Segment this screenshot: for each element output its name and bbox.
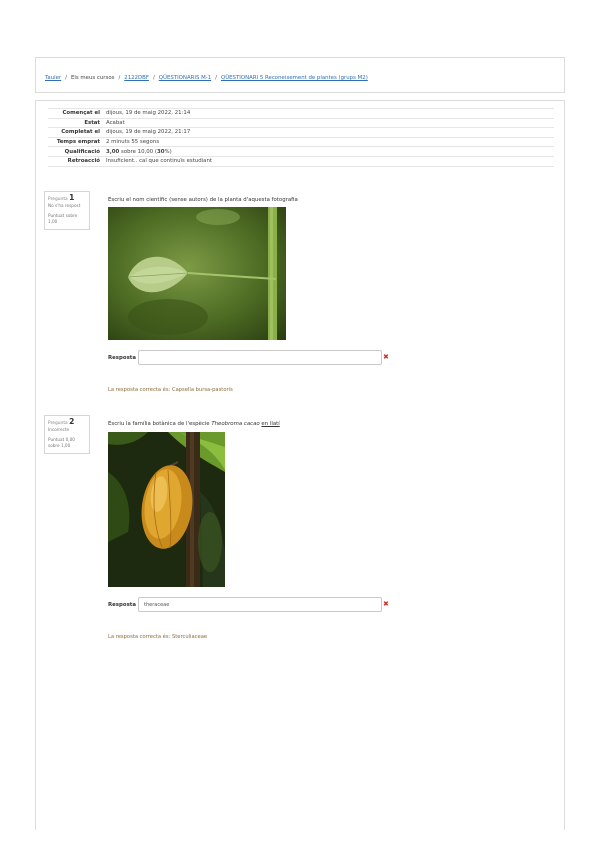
question-2-answer-row xyxy=(108,597,393,613)
breadcrumb-quiz-link[interactable]: QÜESTIONARI 5 Reconeixement de plantes (grups M2) xyxy=(220,75,368,81)
summary-value: 2 minuts 55 segons xyxy=(106,139,160,146)
summary-value xyxy=(106,147,554,157)
summary-row-feedback xyxy=(48,156,554,166)
question-prefix: Pregunta xyxy=(48,197,68,202)
breadcrumb-separator: / xyxy=(65,75,67,81)
question-state: No s'ha respost xyxy=(48,203,81,208)
summary-label: Començat el xyxy=(62,110,100,117)
question-2-info-box xyxy=(44,415,90,454)
incorrect-cross-icon: ✖ xyxy=(383,353,389,361)
cacao-photo-image xyxy=(108,432,225,587)
summary-value: dijous, 19 de maig 2022, 21:17 xyxy=(106,129,191,136)
question-1-right-answer: La resposta correcta és: Capsella bursa-pastoris xyxy=(108,387,233,393)
latin-emphasis: en llatí xyxy=(261,421,280,427)
grade-percent: 30 xyxy=(156,148,165,155)
summary-label: Completat el xyxy=(61,129,100,136)
breadcrumb-home-link[interactable]: Tauler xyxy=(45,75,62,81)
question-1-plant-photo xyxy=(108,207,286,340)
summary-row-completed xyxy=(48,128,554,138)
summary-label: Temps emprat xyxy=(56,139,100,146)
grade-out-of: sobre 10,00 ( xyxy=(119,148,157,155)
question-text: Escriu la família botànica de l'espècie xyxy=(108,421,212,427)
summary-row-started xyxy=(48,109,554,119)
breadcrumb-separator: / xyxy=(152,75,155,81)
summary-row-time-taken xyxy=(48,137,554,147)
question-state: Incorrecte xyxy=(48,427,70,432)
question-grade: Puntuat sobre 1,00 xyxy=(48,213,78,224)
grade-percent-close: %) xyxy=(164,148,172,155)
breadcrumb-bar xyxy=(35,57,565,93)
question-2-right-answer: La resposta correcta és: Sterculiaceae xyxy=(108,634,208,640)
question-1-text xyxy=(108,197,298,203)
summary-value: dijous, 19 de maig 2022, 21:14 xyxy=(106,110,191,117)
answer-input[interactable] xyxy=(138,350,382,365)
attempt-summary-table xyxy=(48,108,554,167)
answer-label: Resposta xyxy=(108,602,137,608)
summary-value: Acabat xyxy=(106,119,125,126)
question-number: 1 xyxy=(69,193,75,202)
breadcrumb-my-courses: Els meus cursos xyxy=(70,75,115,81)
species-name: Theobroma cacao xyxy=(211,421,260,427)
summary-row-grade xyxy=(48,147,554,157)
grade-score: 3,00 xyxy=(106,148,120,155)
question-grade: Puntuat 0,00 sobre 1,00 xyxy=(48,437,75,448)
question-1-answer-row xyxy=(108,350,393,366)
question-number: 2 xyxy=(69,417,75,426)
summary-label: Qualificació xyxy=(64,148,100,155)
breadcrumb xyxy=(45,75,368,81)
breadcrumb-separator: / xyxy=(215,75,217,81)
breadcrumb-separator: / xyxy=(118,75,121,81)
capsella-photo-image xyxy=(108,207,286,340)
answer-input[interactable]: theraceae xyxy=(138,597,382,612)
question-1-info-box xyxy=(44,191,90,230)
summary-label: Retroacció xyxy=(67,158,100,165)
breadcrumb-section-link[interactable]: QÜESTIONARIS M-1 xyxy=(158,75,212,81)
answer-label: Resposta xyxy=(108,355,137,361)
question-2-cacao-photo xyxy=(108,432,225,587)
summary-label: Estat xyxy=(84,119,100,126)
question-text: Escriu el nom científic (sense autors) de la planta d'aquesta fotografia xyxy=(108,197,298,203)
incorrect-cross-icon: ✖ xyxy=(383,600,389,608)
summary-value: Insuficient.. cal que continuïs estudiant xyxy=(106,158,212,165)
breadcrumb-course-link[interactable]: 2122DBF xyxy=(124,75,149,81)
summary-row-state xyxy=(48,118,554,128)
question-prefix: Pregunta xyxy=(48,421,68,426)
question-2-text xyxy=(108,421,280,427)
